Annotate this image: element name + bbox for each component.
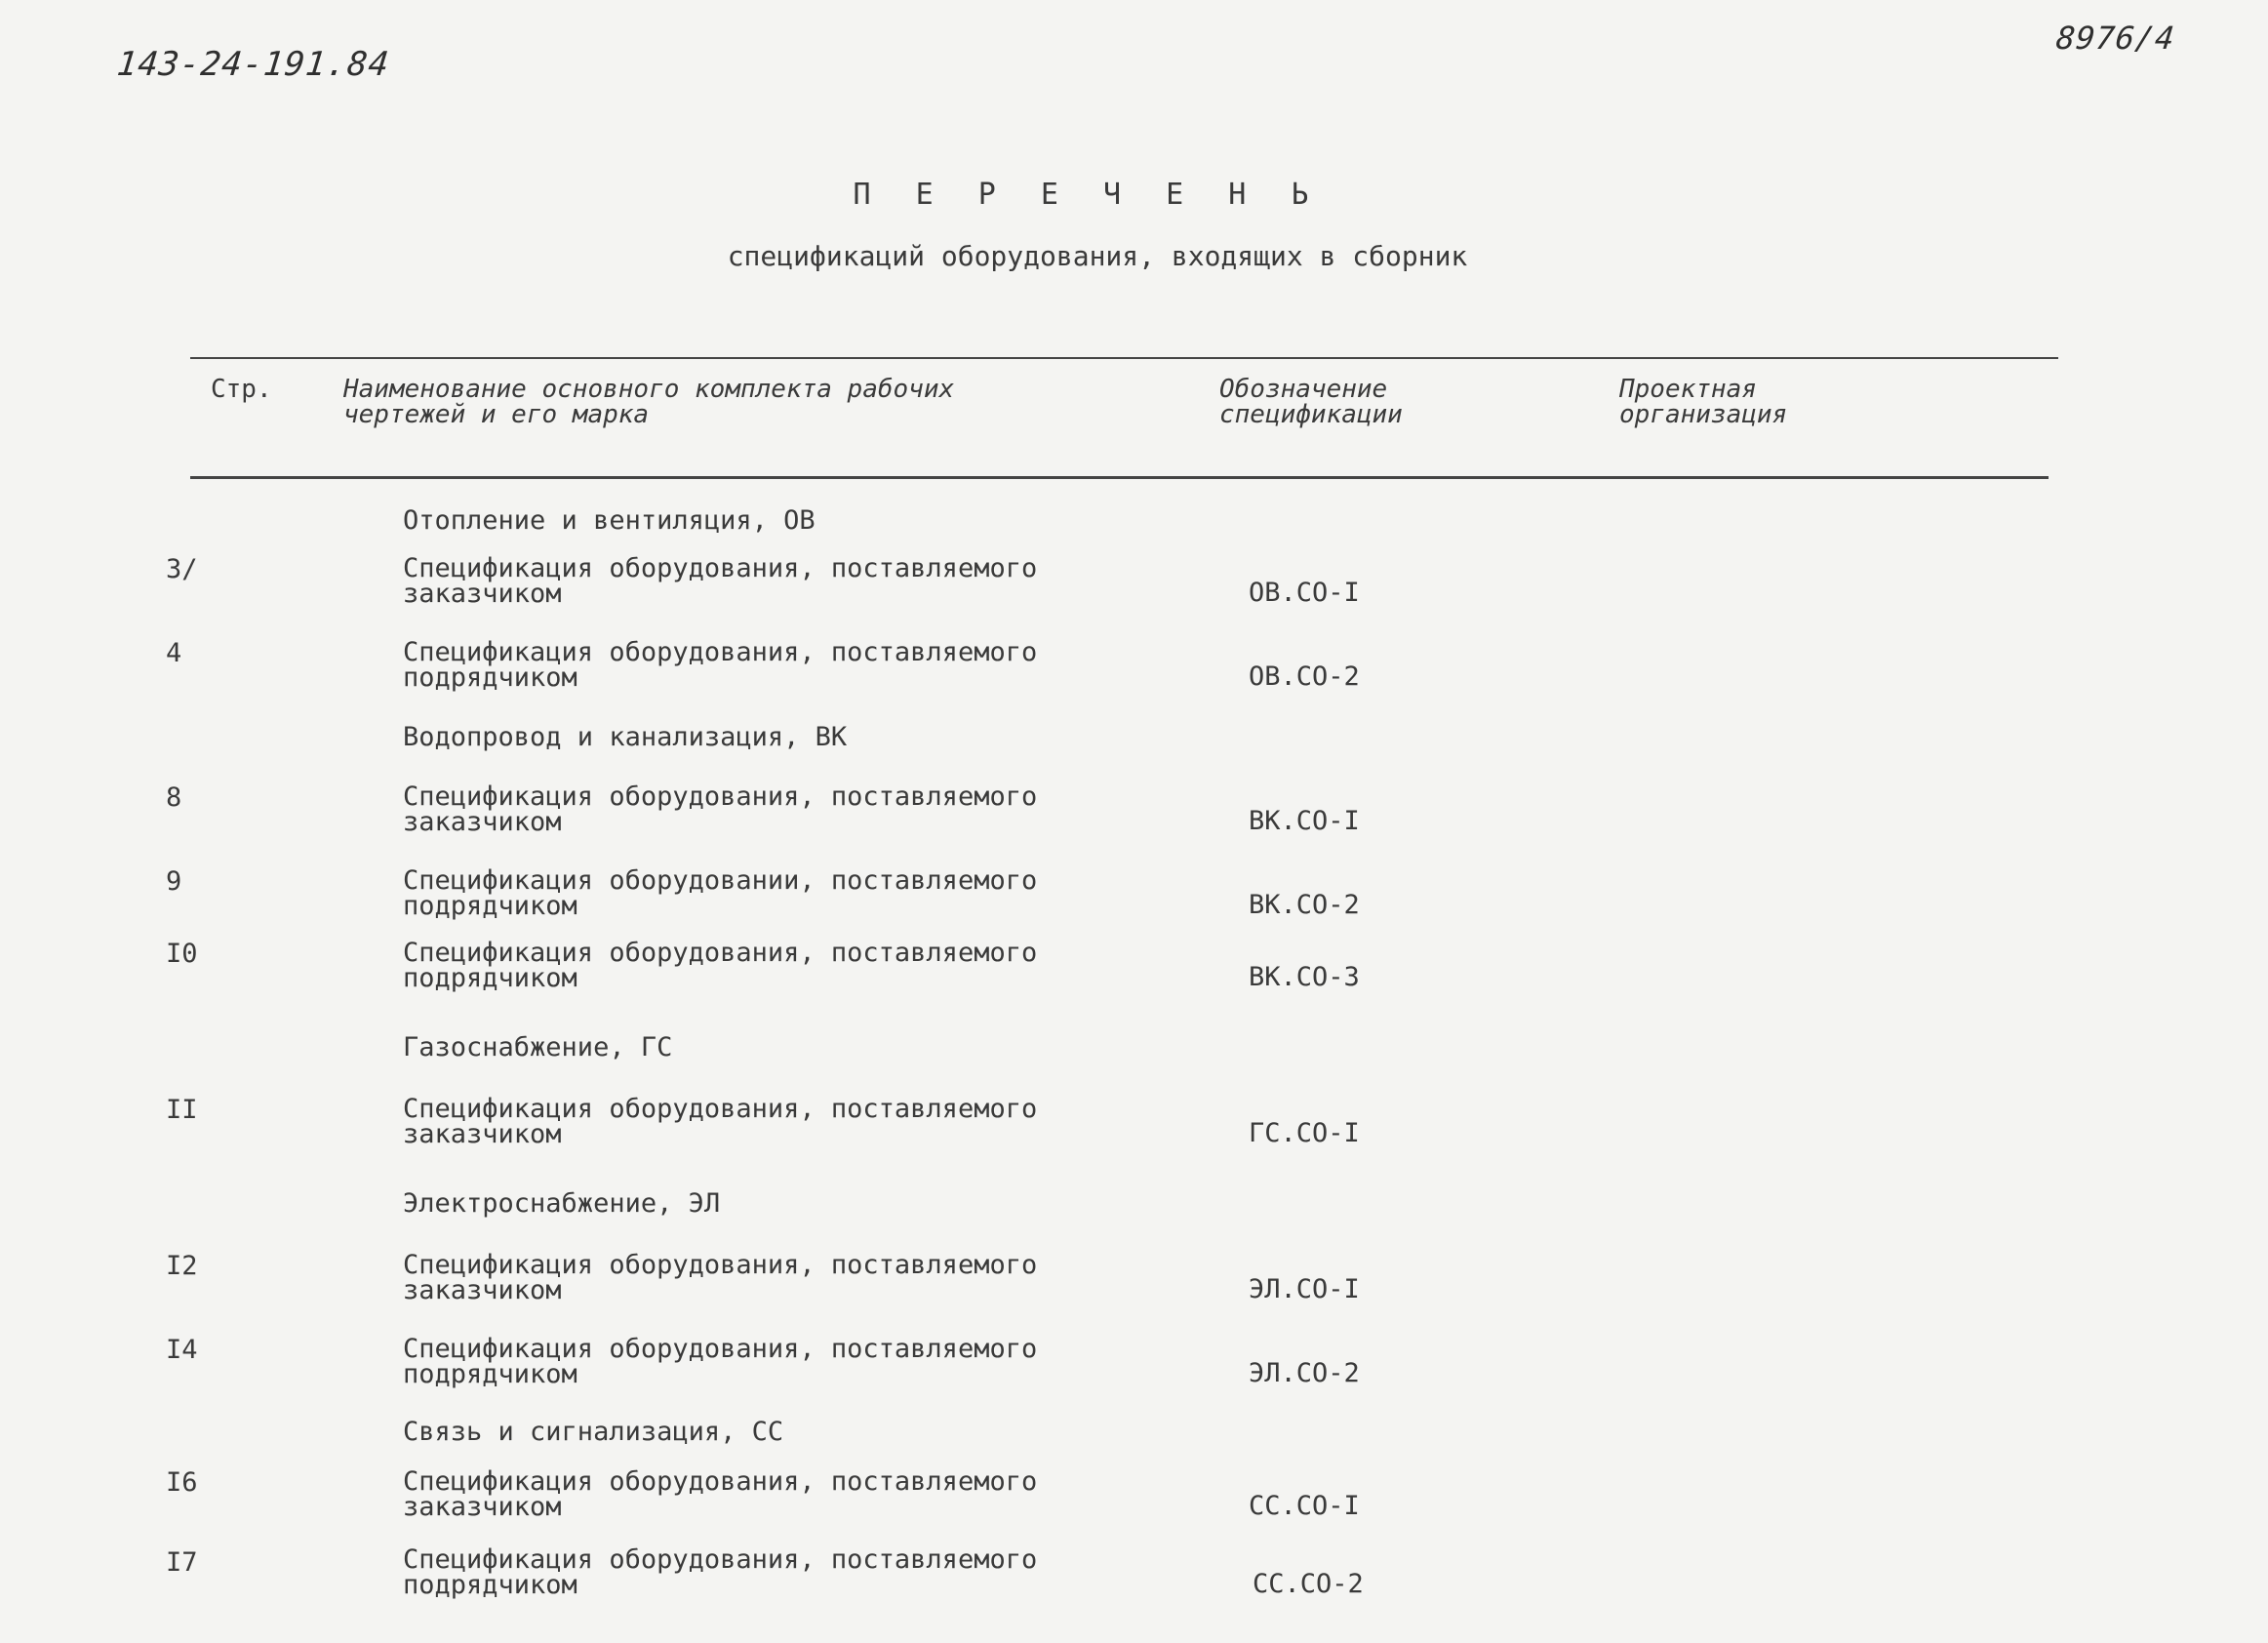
row-designation: ВК.СО-3 [1249, 962, 1360, 992]
page-subtitle: спецификаций оборудования, входящих в сборник [727, 240, 1468, 272]
row-designation: ГС.СО-I [1249, 1118, 1360, 1148]
row-page: I4 [166, 1335, 198, 1365]
row-name [403, 637, 1038, 693]
section-title: Связь и сигнализация, СС [403, 1417, 784, 1447]
row-page: 8 [166, 782, 182, 813]
header-name-line2: чертежей и его марка [343, 400, 650, 429]
row-page: 3/ [166, 554, 198, 584]
row-name-line1: Спецификация оборудования, поставляемого [403, 1250, 1038, 1280]
header-name [343, 377, 954, 427]
row-name [403, 781, 1038, 837]
row-name [403, 1334, 1038, 1389]
row-name [403, 1250, 1038, 1305]
header-organization [1619, 377, 1787, 427]
row-page: 9 [166, 866, 182, 897]
row-name-line1: Спецификация оборудования, поставляемого [403, 781, 1038, 812]
header-organization-line1: Проектная [1619, 375, 1757, 404]
row-name-line2: подрядчиком [403, 891, 577, 921]
row-page: I2 [166, 1251, 198, 1281]
row-page: I7 [166, 1547, 198, 1578]
row-designation: ОВ.СО-I [1249, 578, 1360, 608]
row-name-line2: заказчиком [403, 1119, 562, 1149]
row-name-line1: Спецификация оборудования, поставляемого [403, 1094, 1038, 1124]
row-name-line1: Спецификация оборудования, поставляемого [403, 637, 1038, 667]
row-designation: СС.СО-I [1249, 1491, 1360, 1521]
row-designation: ЭЛ.СО-2 [1249, 1358, 1360, 1388]
section-title: Отопление и вентиляция, ОВ [403, 505, 816, 536]
row-name [403, 1544, 1038, 1600]
row-name-line2: подрядчиком [403, 1570, 577, 1600]
row-name [403, 553, 1038, 609]
row-name-line2: заказчиком [403, 1492, 562, 1522]
row-designation: ЭЛ.СО-I [1249, 1274, 1360, 1304]
header-designation [1219, 377, 1403, 427]
row-designation: ВК.СО-I [1249, 806, 1360, 836]
row-name-line1: Спецификация оборудовании, поставляемого [403, 865, 1038, 896]
sheet-code: 8976/4 [2054, 20, 2177, 57]
section-title: Водопровод и канализация, ВК [403, 722, 848, 752]
row-name-line1: Спецификация оборудования, поставляемого [403, 553, 1038, 583]
row-name [403, 1094, 1038, 1149]
row-name [403, 865, 1038, 921]
header-organization-line2: организация [1619, 400, 1788, 429]
row-name-line1: Спецификация оборудования, поставляемого [403, 1466, 1038, 1497]
row-name [403, 938, 1038, 993]
header-designation-line2: спецификации [1219, 400, 1403, 429]
header-designation-line1: Обозначение [1219, 375, 1388, 404]
row-name-line1: Спецификация оборудования, поставляемого [403, 938, 1038, 968]
page-title: П Е Р Е Ч Е Н Ь [853, 178, 1323, 212]
row-page: II [166, 1095, 198, 1125]
row-name-line2: подрядчиком [403, 963, 577, 993]
row-name-line2: заказчиком [403, 807, 562, 837]
row-page: 4 [166, 638, 182, 668]
row-page: I6 [166, 1467, 198, 1498]
header-name-line1: Наименование основного комплекта рабочих [343, 375, 955, 404]
row-name-line1: Спецификация оборудования, поставляемого [403, 1544, 1038, 1575]
row-designation: ОВ.СО-2 [1249, 661, 1360, 692]
section-title: Электроснабжение, ЭЛ [403, 1188, 721, 1219]
row-name-line1: Спецификация оборудования, поставляемого [403, 1334, 1038, 1364]
row-designation: СС.СО-2 [1253, 1569, 1364, 1599]
row-name-line2: подрядчиком [403, 662, 577, 693]
row-name-line2: заказчиком [403, 1275, 562, 1305]
table-top-rule [190, 357, 2058, 359]
row-page: I0 [166, 939, 198, 969]
section-title: Газоснабжение, ГС [403, 1032, 673, 1062]
table-header-rule [190, 476, 2049, 479]
row-designation: ВК.СО-2 [1249, 890, 1360, 920]
header-page-label: Стр. [211, 375, 272, 404]
document-code: 143-24-191.84 [114, 45, 392, 84]
row-name-line2: заказчиком [403, 579, 562, 609]
row-name [403, 1466, 1038, 1522]
header-page [211, 377, 272, 402]
row-name-line2: подрядчиком [403, 1359, 577, 1389]
